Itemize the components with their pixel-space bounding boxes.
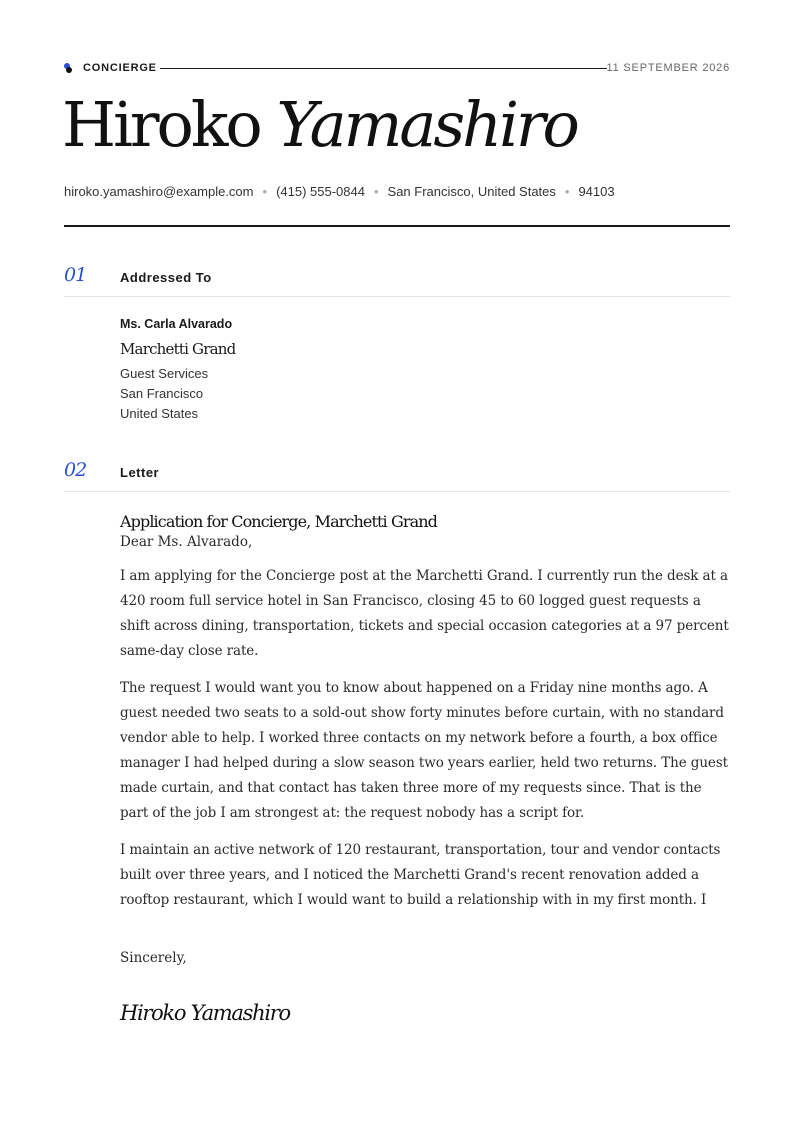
section-number: 02 bbox=[64, 459, 87, 481]
role-label: CONCIERGE bbox=[83, 62, 157, 74]
letter-closing: Sincerely, bbox=[120, 950, 187, 966]
section-divider bbox=[64, 491, 730, 492]
letter-subject: Application for Concierge, Marchetti Grand bbox=[120, 512, 437, 531]
separator-dot: • bbox=[564, 184, 570, 199]
recipient-block bbox=[120, 317, 235, 421]
header-rule bbox=[64, 225, 730, 227]
contact-line bbox=[64, 184, 615, 199]
signature: Hiroko Yamashiro bbox=[120, 1001, 290, 1025]
recipient-company: Marchetti Grand bbox=[120, 340, 236, 358]
section-title: Letter bbox=[120, 465, 160, 480]
recipient-name: Ms. Carla Alvarado bbox=[120, 317, 233, 331]
candidate-name bbox=[62, 88, 577, 161]
contact-postal-code: 94103 bbox=[578, 184, 615, 199]
brand-dots-icon bbox=[64, 63, 73, 75]
first-name: Hiroko bbox=[62, 88, 260, 161]
letter-paragraph: The request I would want you to know about happened on a Friday nine months ago. A guest needed two seats to a sold-out show forty minutes before curtain, with no standard vendor able to help. I worked three contacts on my network before a fourth, a box office manager I had helped during a slow season two years earlier, held two returns. The guest made curtain, and that contact has taken three more of my requests since. That is the part of the job I am strongest at: the request nobody has a script for. bbox=[120, 680, 728, 821]
letter-body bbox=[120, 512, 732, 913]
letter-date: 11 SEPTEMBER 2026 bbox=[606, 62, 730, 74]
last-name: Yamashiro bbox=[276, 88, 577, 161]
header-divider bbox=[160, 68, 607, 69]
letter-paragraph: I am applying for the Concierge post at the Marchetti Grand. I currently run the desk at a 420 room full service hotel in San Francisco, closing 45 to 60 logged guest requests a shift across dining, transportation, tickets and special occasion categories at a 97 percent same-day close rate. bbox=[120, 568, 729, 659]
section-divider bbox=[64, 296, 730, 297]
recipient-address-line: San Francisco bbox=[120, 386, 204, 401]
recipient-address-line: United States bbox=[120, 406, 199, 421]
separator-dot: • bbox=[262, 184, 268, 199]
letter-paragraph: I maintain an active network of 120 restaurant, transportation, tour and vendor contacts built over three years, and I noticed the Marchetti Grand's recent renovation added a rooftop restaurant, which I would want to build a relationship with in my first month. I bbox=[120, 842, 721, 908]
letter-greeting: Dear Ms. Alvarado, bbox=[120, 534, 253, 550]
separator-dot: • bbox=[373, 184, 379, 199]
contact-phone[interactable]: (415) 555-0844 bbox=[276, 184, 365, 199]
section-number: 01 bbox=[64, 264, 87, 286]
recipient-address-line: Guest Services bbox=[120, 366, 209, 381]
contact-email[interactable]: hiroko.yamashiro@example.com bbox=[64, 184, 254, 199]
contact-location: San Francisco, United States bbox=[387, 184, 556, 199]
section-title: Addressed To bbox=[120, 270, 212, 285]
header-bar bbox=[64, 61, 730, 75]
